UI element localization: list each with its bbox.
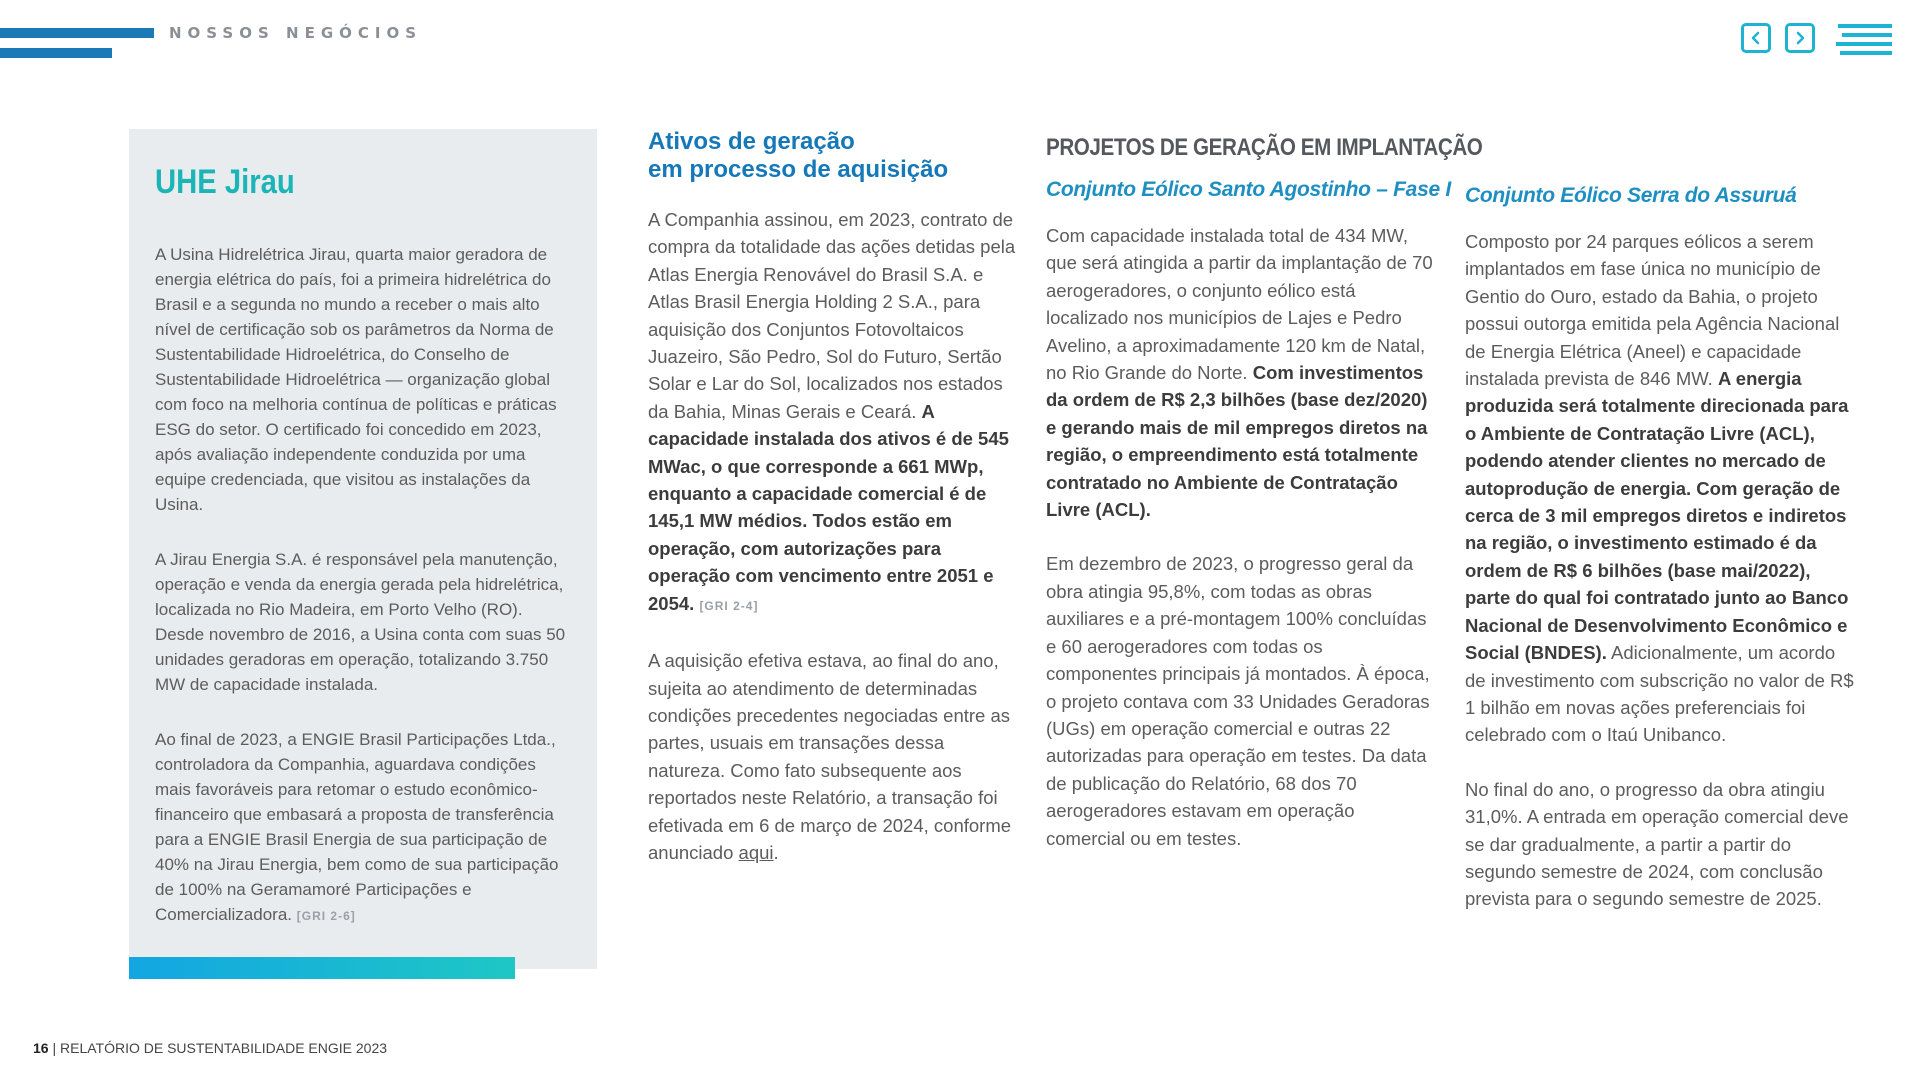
page-number: 16 — [33, 1040, 49, 1056]
paragraph-highlight: A capacidade instalada dos ativos é de 545 MWac, o que corresponde a 661 MWp, enquanto a capacidade comercial é de 145,1 MW médios. Todos estão em operação, com autorizações para operação com vencimento entre 2051 e 2054. — [648, 400, 1009, 614]
next-page-button[interactable] — [1785, 23, 1815, 53]
section-label: NOSSOS NEGÓCIOS — [169, 24, 423, 42]
serra-do-assurua-subtitle: Conjunto Eólico Serra do Assuruá — [1465, 184, 1797, 207]
acquisition-paragraph — [648, 647, 1016, 866]
paragraph-text: A aquisição efetiva estava, ao final do ano, sujeita ao atendimento de determinadas condições precedentes negociadas entre as partes, usuais em transações dessa natureza. Como fato subsequente aos reportados neste Relatório, a transação foi efetivada em 6 de março de 2024, conforme anunciado — [648, 650, 1012, 863]
santo-agostinho-body — [1046, 222, 1436, 852]
paragraph-text: Composto por 24 parques eólicos a serem implantados em fase única no município de Gentio do Ouro, estado da Bahia, o projeto possui outorga emitida pela Agência Nacional de Energia Elétrica (Aneel) e capacidade instalada prevista de 846 MW. — [1465, 231, 1840, 390]
santo-agostinho-paragraph — [1046, 222, 1436, 523]
santo-agostinho-subtitle: Conjunto Eólico Santo Agostinho – Fase I — [1046, 178, 1451, 201]
paragraph-end: . — [773, 841, 779, 863]
sidebar-paragraph-text: Ao final de 2023, a ENGIE Brasil Participações Ltda., controladora da Companhia, aguardava condições mais favoráveis para retomar o estudo econômico-financeiro que embasará a proposta de transferência para a ENGIE Brasil Energia de sua participação de 40% na Jirau Energia, bem como de sua participação de 100% na Geramamoré Participações e Comercializadora. — [155, 730, 559, 924]
serra-do-assurua-body — [1465, 228, 1855, 913]
paragraph-highlight: A energia produzida será totalmente direcionada para o Ambiente de Contratação Livre (ACL), podendo atender clientes no mercado de autoprodução de energia. Com geração de cerca de 3 mil empregos diretos e indiretos na região, o investimento estimado é da ordem de R$ 6 bilhões (base mai/2022), parte do qual foi contratado junto ao Banco Nacional de Desenvolvimento Econômico e Social (BNDES). — [1465, 368, 1849, 664]
serra-do-assurua-paragraph: No final do ano, o progresso da obra atingiu 31,0%. A entrada em operação comercial deve se dar gradualmente, a partir a partir do segundo semestre de 2024, com conclusão prevista para o segundo semestre de 2025. — [1465, 778, 1849, 910]
gri-reference: [GRI 2-4] — [699, 598, 759, 613]
projects-heading: PROJETOS DE GERAÇÃO EM IMPLANTAÇÃO — [1046, 134, 1483, 161]
paragraph-text: Com capacidade instalada total de 434 MW, que será atingida a partir da implantação de 70 aerogeradores, o conjunto eólico está localizado nos municípios de Lajes e Pedro Avelino, a aproximadamente 120 km de Natal, no Rio Grande do Norte. — [1046, 225, 1433, 384]
brand-bar-top — [0, 28, 154, 38]
gri-reference: [GRI 2-6] — [296, 909, 356, 923]
paragraph-highlight: Com investimentos da ordem de R$ 2,3 bilhões (base dez/2020) e gerando mais de mil empregos diretos na região, o empreendimento está totalmente contratado no Ambiente de Contratação Livre (ACL). — [1046, 362, 1428, 521]
previous-page-button[interactable] — [1741, 23, 1771, 53]
chevron-left-icon — [1749, 31, 1763, 45]
acquisition-title-line: em processo de aquisição — [648, 156, 949, 183]
sidebar-paragraph: A Jirau Energia S.A. é responsável pela manutenção, operação e venda da energia gerada pela hidrelétrica, localizada no Rio Madeira, em Porto Velho (RO). Desde novembro de 2016, a Usina conta com suas 50 unidades geradoras em operação, totalizando 3.750 MW de capacidade instalada. — [155, 550, 566, 694]
report-title: RELATÓRIO DE SUSTENTABILIDADE ENGIE 2023 — [60, 1040, 388, 1056]
acquisition-title — [648, 128, 1016, 184]
paragraph-text: A Companhia assinou, em 2023, contrato de compra da totalidade das ações detidas pela Atlas Energia Renovável do Brasil S.A. e Atlas Brasil Energia Holding 2 S.A., para aquisição dos Conjuntos Fotovoltaicos Juazeiro, São Pedro, Sol do Futuro, Sertão Solar e Lar do Sol, localizados nos estados da Bahia, Minas Gerais e Ceará. — [648, 209, 1016, 422]
sidebar-paragraph: A Usina Hidrelétrica Jirau, quarta maior geradora de energia elétrica do país, foi a primeira hidrelétrica do Brasil e a segunda no mundo a receber o mais alto nível de certificação sob os parâmetros da Norma de Sustentabilidade Hidroelétrica, do Conselho de Sustentabilidade Hidroelétrica — organização global com foco na melhoria contínua de políticas e práticas ESG do setor. O certificado foi concedido em 2023, após avaliação independente conduzida por uma equipe credenciada, que visitou as instalações da Usina. — [155, 245, 557, 514]
paragraph-text: Adicionalmente, um acordo de investimento com subscrição no valor de R$ 1 bilhão em novas ações preferenciais foi celebrado com o Itaú Unibanco. — [1465, 642, 1854, 746]
acquisition-paragraph — [648, 206, 1016, 620]
sidebar-body — [155, 242, 575, 959]
acquisition-column — [648, 128, 1016, 893]
sidebar-title: UHE Jirau — [155, 163, 295, 201]
acquisition-body — [648, 206, 1016, 866]
page-footer — [33, 1040, 387, 1056]
announcement-link[interactable]: aqui — [738, 841, 774, 863]
footer-separator: | — [52, 1040, 57, 1056]
santo-agostinho-column — [1046, 134, 1483, 879]
santo-agostinho-paragraph: Em dezembro de 2023, o progresso geral da obra atingia 95,8%, com todas as obras auxiliares e a pré-montagem 100% concluídas e 60 aerogeradores com todas os componentes principais já montados. À época, o projeto contava com 33 Unidades Geradoras (UGs) em operação comercial e outras 22 autorizadas para operação em testes. Da data de publicação do Relatório, 68 dos 70 aerogeradores estavam em operação comercial ou em testes. — [1046, 553, 1430, 849]
sidebar-accent-bar — [129, 957, 515, 979]
chevron-right-icon — [1793, 31, 1807, 45]
serra-do-assurua-paragraph — [1465, 228, 1855, 749]
serra-do-assurua-column — [1465, 184, 1855, 940]
sidebar-paragraph — [155, 727, 575, 929]
brand-bar-bottom — [0, 48, 112, 58]
acquisition-title-line: Ativos de geração — [648, 128, 855, 155]
menu-icon[interactable] — [1834, 22, 1892, 56]
